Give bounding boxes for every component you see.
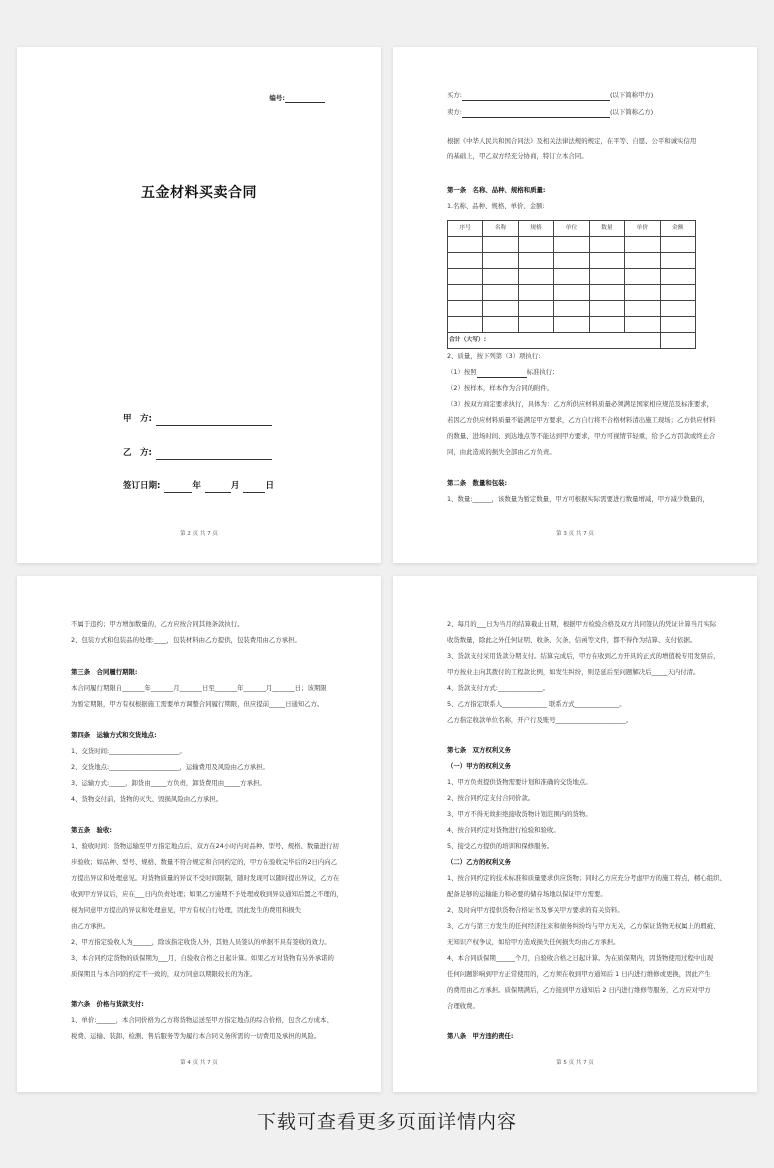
article-5-line-6: 由乙方承担。 xyxy=(71,922,110,930)
sign-date-field xyxy=(123,480,274,493)
page-5 xyxy=(393,576,757,1092)
p4-line-1: 不属于违约；甲方增加数量的，乙方应按合同其他条款执行。 xyxy=(71,620,244,628)
article-5-line-2: 步验收；如品种、型号、规格、数量不符合规定和合同约定的，甲方在验收完毕后的2日内向乙 xyxy=(71,858,338,866)
preamble-line-1: 根据《中华人民共和国合同法》及相关法律法规的规定，在平等、自愿、公平和诚实信用 xyxy=(447,137,697,145)
day-label: 日 xyxy=(265,481,274,491)
contract-number-blank xyxy=(285,102,325,103)
party-a-duty-1: 1、甲方负责提供货物需要计划和准确的交货地点。 xyxy=(447,778,592,786)
article-4-line-4: 4、货物交付前，货物的灭失、毁损风险由乙方承担。 xyxy=(71,795,223,803)
table-header: 单位 xyxy=(554,221,589,237)
article-4-line-2: 2、交货地点:______________________，运输费用及风险由乙方承担。 xyxy=(71,763,269,771)
quality-option-1-a: （1）按照 xyxy=(447,368,477,376)
contract-title: 五金材料买卖合同 xyxy=(141,185,257,201)
article-1-title: 第一条 名称、品种、规格和质量: xyxy=(447,186,546,194)
table-header: 规格 xyxy=(518,221,553,237)
section-party-a-title: （一）甲方的权利义务 xyxy=(447,762,511,770)
party-b-duty-2: 2、及时向甲方提供货物合格证书及事关甲方要求的有关资料。 xyxy=(447,906,624,914)
page-footer: 第 5 页 共 7 页 xyxy=(556,1060,594,1067)
quality-clause: 2、质量，按下列第（3）项执行: xyxy=(447,352,541,360)
year-label: 年 xyxy=(192,481,201,491)
party-b-duty-4-cont-3: 合理收费。 xyxy=(447,1002,479,1010)
table-row xyxy=(448,237,696,253)
quality-option-3-line-3: 的数量、进场时间、到达地点等不能达到甲方要求，甲方可视情节轻重，给予乙方罚款或终止合 xyxy=(447,432,716,440)
sign-date-label: 签订日期: xyxy=(123,481,161,491)
article-4-line-3: 3、运输方式:_____，卸货由_____方负责，卸货费用由_____方承担。 xyxy=(71,779,266,787)
buyer-blank xyxy=(462,100,610,101)
party-b-duty-3-cont: 无知识产权争议，如给甲方造成损失任何损失均由乙方承担。 xyxy=(447,938,620,946)
article-3-line-1: 本合同履行期限自_______年_______月_______日至_______年_______月_______日；该期限 xyxy=(71,684,327,692)
contract-number-label: 编号: xyxy=(269,94,285,102)
party-b-duty-4-cont-2: 的费用由乙方承担。质保期满后，乙方接到甲方通知后 2 日内进行维修等服务，乙方应对甲方 xyxy=(447,986,711,994)
preamble-line-2: 的基础上，甲乙双方经充分协商，特订立本合同。 xyxy=(447,152,588,160)
seller-line xyxy=(447,108,653,118)
party-b-blank xyxy=(156,458,272,460)
article-5-line-1: 1、验收时间：货物运输至甲方指定地点后，双方在24小时内对品种、型号、规格、数量进行初 xyxy=(71,842,339,850)
p5-line-7: 乙方指定收款单位名称，开户行及账号______________________。 xyxy=(447,716,633,724)
p5-line-5: 4、货款支付方式:______________。 xyxy=(447,684,550,692)
article-5-line-5: 视为同意甲方提出的异议和处理意见，甲方有权自行处理，因此发生的费用和损失 xyxy=(71,906,302,914)
article-5-line-9: 质保期且与本合同的约定不一致的，双方同意以期限较长的为准。 xyxy=(71,970,257,978)
year-blank xyxy=(164,491,192,493)
table-row xyxy=(448,301,696,317)
article-6-line-1: 1、单价:______，本合同价格为乙方将货物运送至甲方指定地点的综合价格，包含乙方成本、 xyxy=(71,1016,333,1024)
quality-option-3-line-4: 同，由此造成的损失全部由乙方负责。 xyxy=(447,448,556,456)
party-a-duty-3: 3、甲方不得无故拒绝接收货物计划范围内的货物。 xyxy=(447,810,592,818)
article-5-line-4: 收到甲方异议后，应在___日内负责处理；如果乙方逾期不予处理或收到异议通知后置之不理的， xyxy=(71,890,343,898)
buyer-label: 买方: xyxy=(447,91,462,99)
party-b-duty-1-cont: 配备足够的运输能力和必要的储存场地以保证甲方需要。 xyxy=(447,890,607,898)
download-caption: 下载可查看更多页面详情内容 xyxy=(256,1111,517,1133)
quality-option-1-b: 标准执行; xyxy=(526,368,555,376)
seller-label: 卖方: xyxy=(447,108,462,116)
p4-line-2: 2、包装方式和包装品的处理:____，包装材料由乙方提供，包装费用由乙方承担。 xyxy=(71,636,301,644)
article-3-line-2: 为暂定期限，甲方有权根据施工需要单方调整合同履行期限，但应提前_____日通知乙方。 xyxy=(71,700,324,708)
article-3-title: 第三条 合同履行期限: xyxy=(71,668,138,676)
month-blank xyxy=(205,491,231,493)
article-6-line-2: 税费、运输、装卸、检测、售后服务等为履行本合同义务所需的一切费用及承担的风险。 xyxy=(71,1032,321,1040)
party-b-label: 乙 方: xyxy=(123,448,152,458)
article-2-line-1: 1、数量:______，该数量为暂定数量，甲方可根据实际需要进行数量增减，甲方减少数量的， xyxy=(447,495,709,503)
party-b-duty-3: 3、乙方与第三方发生的任何经济往来和债务纠纷均与甲方无关，乙方保证货物无权属上的瑕疵、 xyxy=(447,922,720,930)
quality-option-3-line-2: 若因乙方供应材料质量不能满足甲方要求，乙方自行将不合格材料清出施工现场；乙方供应材料 xyxy=(447,416,716,424)
buyer-note: (以下简称甲方) xyxy=(609,91,654,99)
party-a-duty-2: 2、按合同约定支付合同价款。 xyxy=(447,794,535,802)
page-footer: 第 2 页 共 7 页 xyxy=(180,531,218,538)
table-row xyxy=(448,285,696,301)
article-4-title: 第四条 运输方式和交货地点: xyxy=(71,731,157,739)
article-4-line-1: 1、交货时间:______________________。 xyxy=(71,747,186,755)
party-a-label: 甲 方: xyxy=(123,414,152,424)
article-1-sub: 1.名称、品种、规格、单价、金额: xyxy=(447,202,545,210)
party-a-duty-4: 4、按合同约定对货物进行检验和验收。 xyxy=(447,826,560,834)
article-7-title: 第七条 双方权利义务 xyxy=(447,746,511,754)
p5-line-3: 3、货款支付采用货款分期支付。结算完成后，甲方在收到乙方开具的正式的增值税专用发票后， xyxy=(447,652,720,660)
standard-blank xyxy=(477,377,527,378)
table-header: 序号 xyxy=(448,221,483,237)
p5-line-6: 5、乙方指定联系人______________ 联系方式______________。 xyxy=(447,700,626,708)
article-2-title: 第二条 数量和包装: xyxy=(447,479,508,487)
seller-note: (以下简称乙方) xyxy=(609,108,654,116)
article-5-line-8: 3、本合同约定货物的质保期为___月，自验收合格之日起计算。如果乙方对货物有另外承诺的 xyxy=(71,954,334,962)
party-b-duty-4-cont-1: 任何问题影响到甲方正常使用的，乙方须在收到甲方通知后 1 日内进行维修或更换，因此产生 xyxy=(447,970,711,978)
page-3 xyxy=(393,47,757,563)
article-5-line-7: 2、甲方指定验收人为______，除该指定收货人外，其他人员签认的单据不具有签收的效力。 xyxy=(71,938,331,946)
p5-line-2: 收货数量，除此之外任何证明、收条、欠条、信函等文件，都不得作为结算、支付依据。 xyxy=(447,636,697,644)
table-header: 名称 xyxy=(483,221,518,237)
buyer-line xyxy=(447,91,653,101)
quality-option-1 xyxy=(447,368,554,378)
party-b-duty-1: 1、按合同约定的技术标准和质量要求供应货物；同时乙方应充分考虑甲方的施工特点，精心组织、 xyxy=(447,874,726,882)
party-a-blank xyxy=(156,424,272,426)
party-b-duty-4: 4、本合同质保期______个月，自验收合格之日起计算。为在质保期内，因货物使用过程中出现 xyxy=(447,954,714,962)
table-header: 数量 xyxy=(589,221,624,237)
party-a-duty-5: 5、接受乙方提供的培训和保修服务。 xyxy=(447,842,554,850)
article-5-line-3: 方提出异议和处理意见。对货物质量的异议不受时间限制，随时发现可以随时提出异议，乙方在 xyxy=(71,874,340,882)
table-row xyxy=(448,269,696,285)
day-blank xyxy=(243,491,265,493)
table-total-row xyxy=(448,333,696,349)
goods-table xyxy=(447,220,696,349)
table-row xyxy=(448,317,696,333)
article-6-title: 第六条 价格与货款支付: xyxy=(71,1000,144,1008)
quality-option-2: （2）按样本，样本作为合同的附件。 xyxy=(447,384,554,392)
table-row xyxy=(448,253,696,269)
table-header: 金额 xyxy=(660,221,695,237)
party-b-field xyxy=(123,447,272,460)
section-party-b-title: （二）乙方的权利义务 xyxy=(447,858,511,866)
page-footer: 第 4 页 共 7 页 xyxy=(180,1060,218,1067)
p5-line-4: 甲方按业主向其拨付的工程款比例，如发生纠纷，则是延后至问题解决后_____天内付清。 xyxy=(447,668,700,676)
page-cover xyxy=(17,47,381,563)
page-footer: 第 3 页 共 7 页 xyxy=(556,531,594,538)
article-8-title: 第八条 甲方违约责任: xyxy=(447,1032,514,1040)
month-label: 月 xyxy=(230,481,240,491)
page-4 xyxy=(17,576,381,1092)
contract-number xyxy=(269,93,325,103)
table-header-row xyxy=(448,221,696,237)
table-header: 单价 xyxy=(625,221,660,237)
article-5-title: 第五条 验收: xyxy=(71,826,112,834)
quality-option-3-line-1: （3）按双方商定要求执行，具体为：乙方所供应材料质量必须满足国家相应规范及标准要求， xyxy=(447,400,714,408)
party-a-field xyxy=(123,413,272,426)
p5-line-1: 2、每月的___日为当月的结算截止日期，根据甲方检验合格及双方共同签认的凭证计算当月实际 xyxy=(447,620,717,628)
seller-blank xyxy=(462,117,610,118)
table-total-label: 合计（大写）: xyxy=(448,333,661,349)
